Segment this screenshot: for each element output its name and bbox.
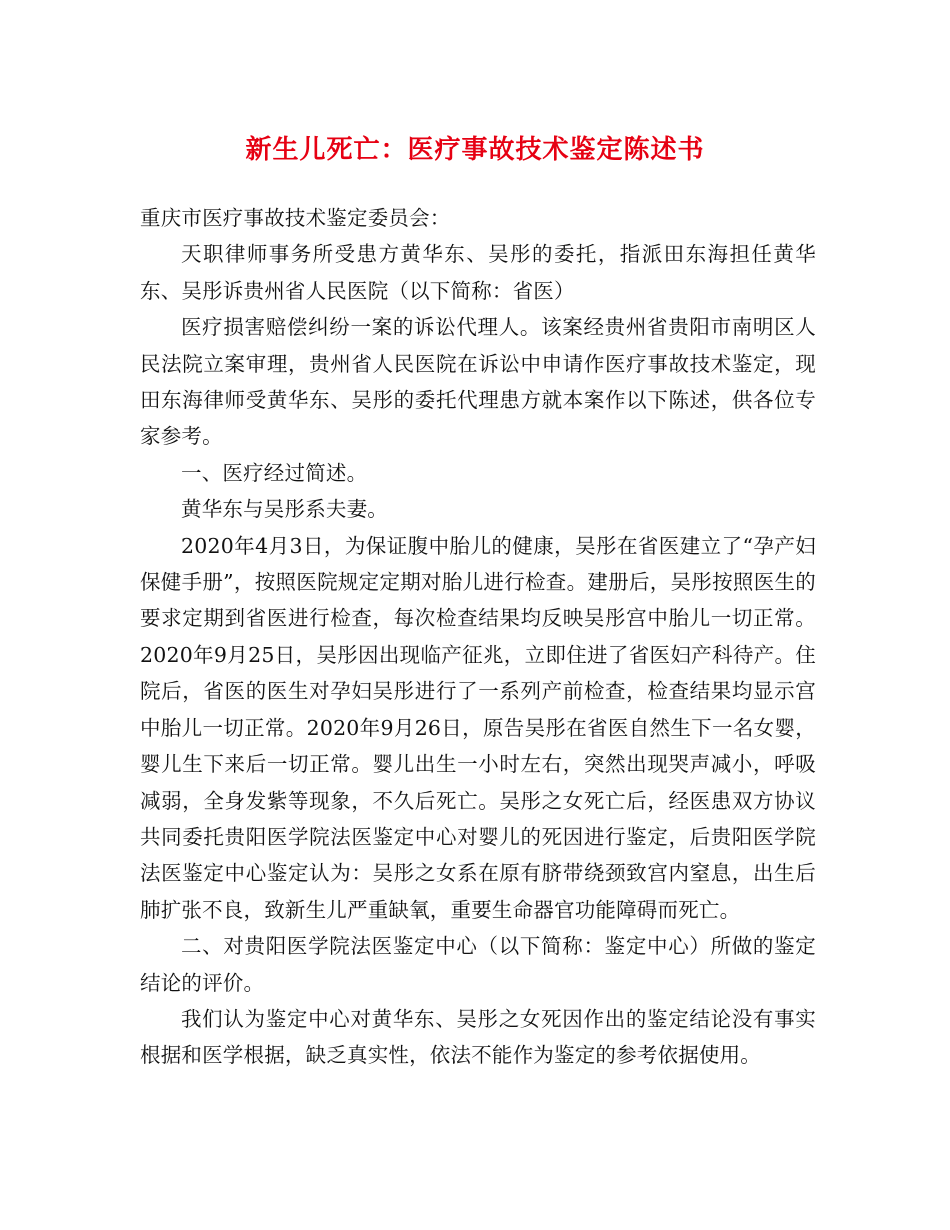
- paragraph-couple: 黄华东与吴彤系夫妻。: [181, 497, 388, 522]
- paragraph-medical-history: 2020年4月3日，为保证腹中胎儿的健康，吴彤在省医建立了“孕产妇保健手册”，按照医院规定定期对胎儿进行检查。建册后，吴彤按照医生的要求定期到省医进行检查，每次检查结果均反映吴彤宫中胎儿一切正常。2020年9月25日，吴彤因出现临产征兆，立即住进了省医妇产科待产。住院后，省医的医生对孕妇吴彤进行了一系列产前检查，检查结果均显示宫中胎儿一切正常。2020年9月26日，原告吴彤在省医自然生下一名女婴，婴儿生下来后一切正常。婴儿出生一小时左右，突然出现哭声减小，呼吸减弱，全身发紫等现象，不久后死亡。吴彤之女死亡后，经医患双方协议共同委托贵阳医学院法医鉴定中心对婴儿的死因进行鉴定，后贵阳医学院法医鉴定中心鉴定认为：吴彤之女系在原有脐带绕颈致宫内窒息，出生后肺扩张不良，致新生儿严重缺氧，重要生命器官功能障碍而死亡。: [140, 533, 816, 922]
- salutation: 重庆市医疗事故技术鉴定委员会：: [140, 206, 451, 230]
- document-body: [140, 200, 816, 1074]
- section-heading-2: 二、对贵阳医学院法医鉴定中心（以下简称：鉴定中心）所做的鉴定结论的评价。: [140, 934, 816, 995]
- document-title: 新生儿死亡：医疗事故技术鉴定陈述书: [245, 135, 705, 165]
- section-heading-1: 一、医疗经过简述。: [181, 460, 368, 485]
- paragraph-case: 医疗损害赔偿纠纷一案的诉讼代理人。该案经贵州省贵阳市南明区人民法院立案审理，贵州省人民医院在诉讼中申请作医疗事故技术鉴定，现田东海律师受黄华东、吴彤的委托代理患方就本案作以下陈述，供各位专家参考。: [140, 315, 816, 449]
- paragraph-intro: 天职律师事务所受患方黄华东、吴彤的委托，指派田东海担任黄华东、吴彤诉贵州省人民医院（以下简称：省医）: [140, 242, 816, 303]
- paragraph-opinion: 我们认为鉴定中心对黄华东、吴彤之女死因作出的鉴定结论没有事实根据和医学根据，缺乏真实性，依法不能作为鉴定的参考依据使用。: [140, 1006, 816, 1068]
